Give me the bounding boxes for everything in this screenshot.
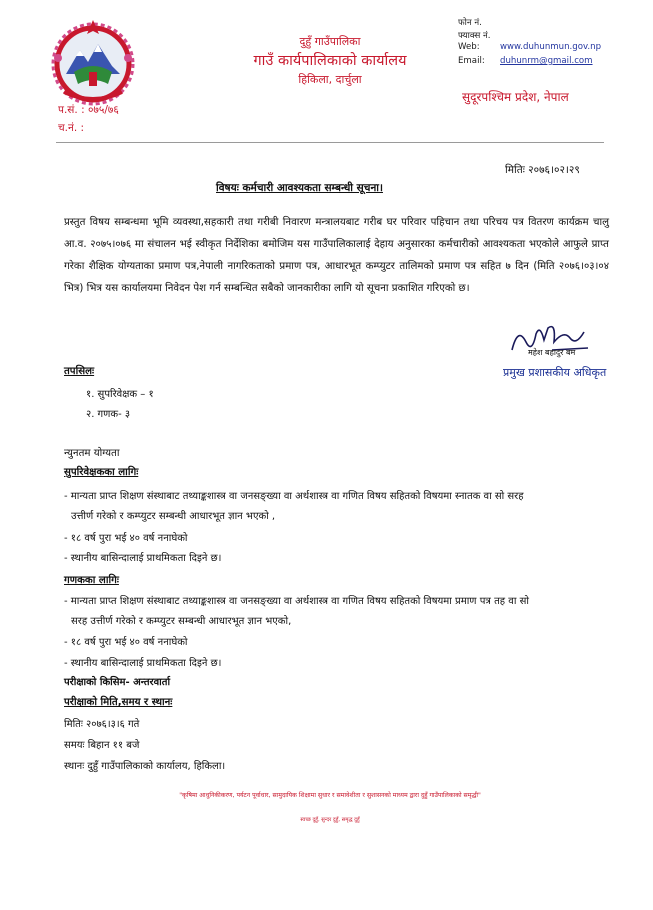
- dispatch-number: च.नं. :: [58, 122, 85, 134]
- post-item-supervisor: १. सुपरिवेक्षक – १: [86, 389, 154, 400]
- web-label: Web:: [458, 42, 480, 52]
- province-name: सुदूरपश्चिम प्रदेश, नेपाल: [462, 90, 569, 104]
- enumerator-heading: गणकका लागिः: [64, 575, 119, 586]
- signatory-title: प्रमुख प्रशासकीय अधिकृत: [503, 366, 607, 379]
- web-link[interactable]: www.duhunmun.gov.np: [500, 42, 602, 52]
- enumerator-point: - मान्यता प्राप्त शिक्षण संस्थाबाट तथ्याङ्कशास्त्र वा जनसङ्ख्या वा अर्थशास्त्र वा गणित विषय सहितको विषयमा प्रमाण पत्र तह वा सो: [64, 596, 529, 607]
- supervisor-point: - १८ वर्ष पुरा भई ४० वर्ष ननाघेको: [64, 533, 188, 544]
- municipality-name: दुहुँ गाउँपालिका: [299, 35, 361, 48]
- supervisor-point: उत्तीर्ण गरेको र कम्प्युटर सम्बन्धी आधारभूत ज्ञान भएको ,: [71, 511, 276, 522]
- enumerator-point: - १८ वर्ष पुरा भई ४० वर्ष ननाघेको: [64, 637, 188, 648]
- exam-place: स्थानः दुहुँ गाउँपालिकाको कार्यालय, हिकिला।: [64, 761, 226, 772]
- nepal-emblem: [44, 14, 142, 110]
- post-item-enumerator: २. गणक- ३: [86, 409, 131, 420]
- exam-schedule-heading: परीक्षाको मिति,समय र स्थानः: [64, 697, 173, 708]
- exam-type: परीक्षाको किसिम- अन्तरवार्ता: [64, 677, 171, 688]
- email-line: [458, 56, 593, 66]
- header-divider: [56, 142, 604, 143]
- email-label: Email:: [458, 56, 485, 66]
- fax-label: फ्याक्स नं.: [458, 31, 491, 41]
- office-name: गाउँ कार्यपालिकाको कार्यालय: [253, 53, 407, 69]
- reference-number: प.सं. : ०७५/७६: [58, 104, 119, 116]
- enumerator-point: सरह उत्तीर्ण गरेको र कम्प्युटर सम्बन्धी आधारभूत ज्ञान भएको,: [71, 616, 292, 627]
- signatory-name: महेश बहादुर बम: [528, 348, 576, 357]
- supervisor-point: - मान्यता प्राप्त शिक्षण संस्थाबाट तथ्याङ्कशास्त्र वा जनसङ्ख्या वा अर्थशास्त्र वा गणित विषय सहितको विषयमा स्नातक वा सो सरह: [64, 491, 524, 502]
- email-link[interactable]: duhunrm@gmail.com: [500, 56, 593, 66]
- qualification-heading: न्युनतम योग्यता: [64, 448, 120, 459]
- footer-motto: स्वच्छ दुहुँ, सुन्दर दुहुँ, समृद्ध दुहुँ: [300, 817, 360, 823]
- supervisor-point: - स्थानीय बासिन्दालाई प्राथमिकता दिइने छ।: [64, 553, 222, 564]
- enumerator-point: - स्थानीय बासिन्दालाई प्राथमिकता दिइने छ।: [64, 658, 222, 669]
- exam-time: समयः बिहान ११ बजे: [64, 740, 140, 751]
- footer-slogan: "कृषिमा आधुनिकीकरण, पर्यटन पूर्वाधार, सामुदायिक शिक्षामा सुधार र समावेशीता र सुशासनको माध्यम द्वारा दुहुँ गाउँपालिकाको समृद्धी": [179, 792, 481, 799]
- supervisor-heading: सुपरिवेक्षकका लागिः: [64, 467, 139, 478]
- exam-date: मितिः २०७६।३।६ गते: [64, 719, 140, 730]
- letter-date: मितिः २०७६।०२।२९: [505, 164, 580, 176]
- letter-subject: विषयः कर्मचारी आवश्यकता सम्बन्धी सूचना।: [216, 182, 383, 194]
- notice-paragraph: प्रस्तुत विषय सम्बन्धमा भूमि व्यवस्था,सहकारी तथा गरीबी निवारण मन्त्रालयबाट गरीब घर परिवार पहिचान तथा परिचय पत्र वितरण कार्यक्रम चालु आ.व. २०७५।०७६ मा संचालन भई स्वीकृत निर्देशिका बमोजिम यस गाउँपालिकालाई देहाय अनुसारका कर्मचारीको आवश्यकता भएकोले आफुले प्राप्त गरेका शैक्षिक योग्यताका प्रमाण पत्र,नेपाली नागरिकताको प्रमाण पत्र, आधारभूत कम्प्युटर तालिमको प्रमाण पत्र सहित ७ दिन (मिति २०७६।०३।०४ भित्र) भित्र यस कार्यालयमा निवेदन पेश गर्न सम्बन्धित सबैको जानकारीका लागि यो सूचना प्रकाशित गरिएको छ।: [64, 217, 609, 294]
- details-heading: तपसिलः: [64, 366, 95, 377]
- phone-label: फोन नं.: [458, 18, 482, 28]
- web-line: [458, 42, 601, 52]
- office-location: हिकिला, दार्चुला: [298, 73, 362, 86]
